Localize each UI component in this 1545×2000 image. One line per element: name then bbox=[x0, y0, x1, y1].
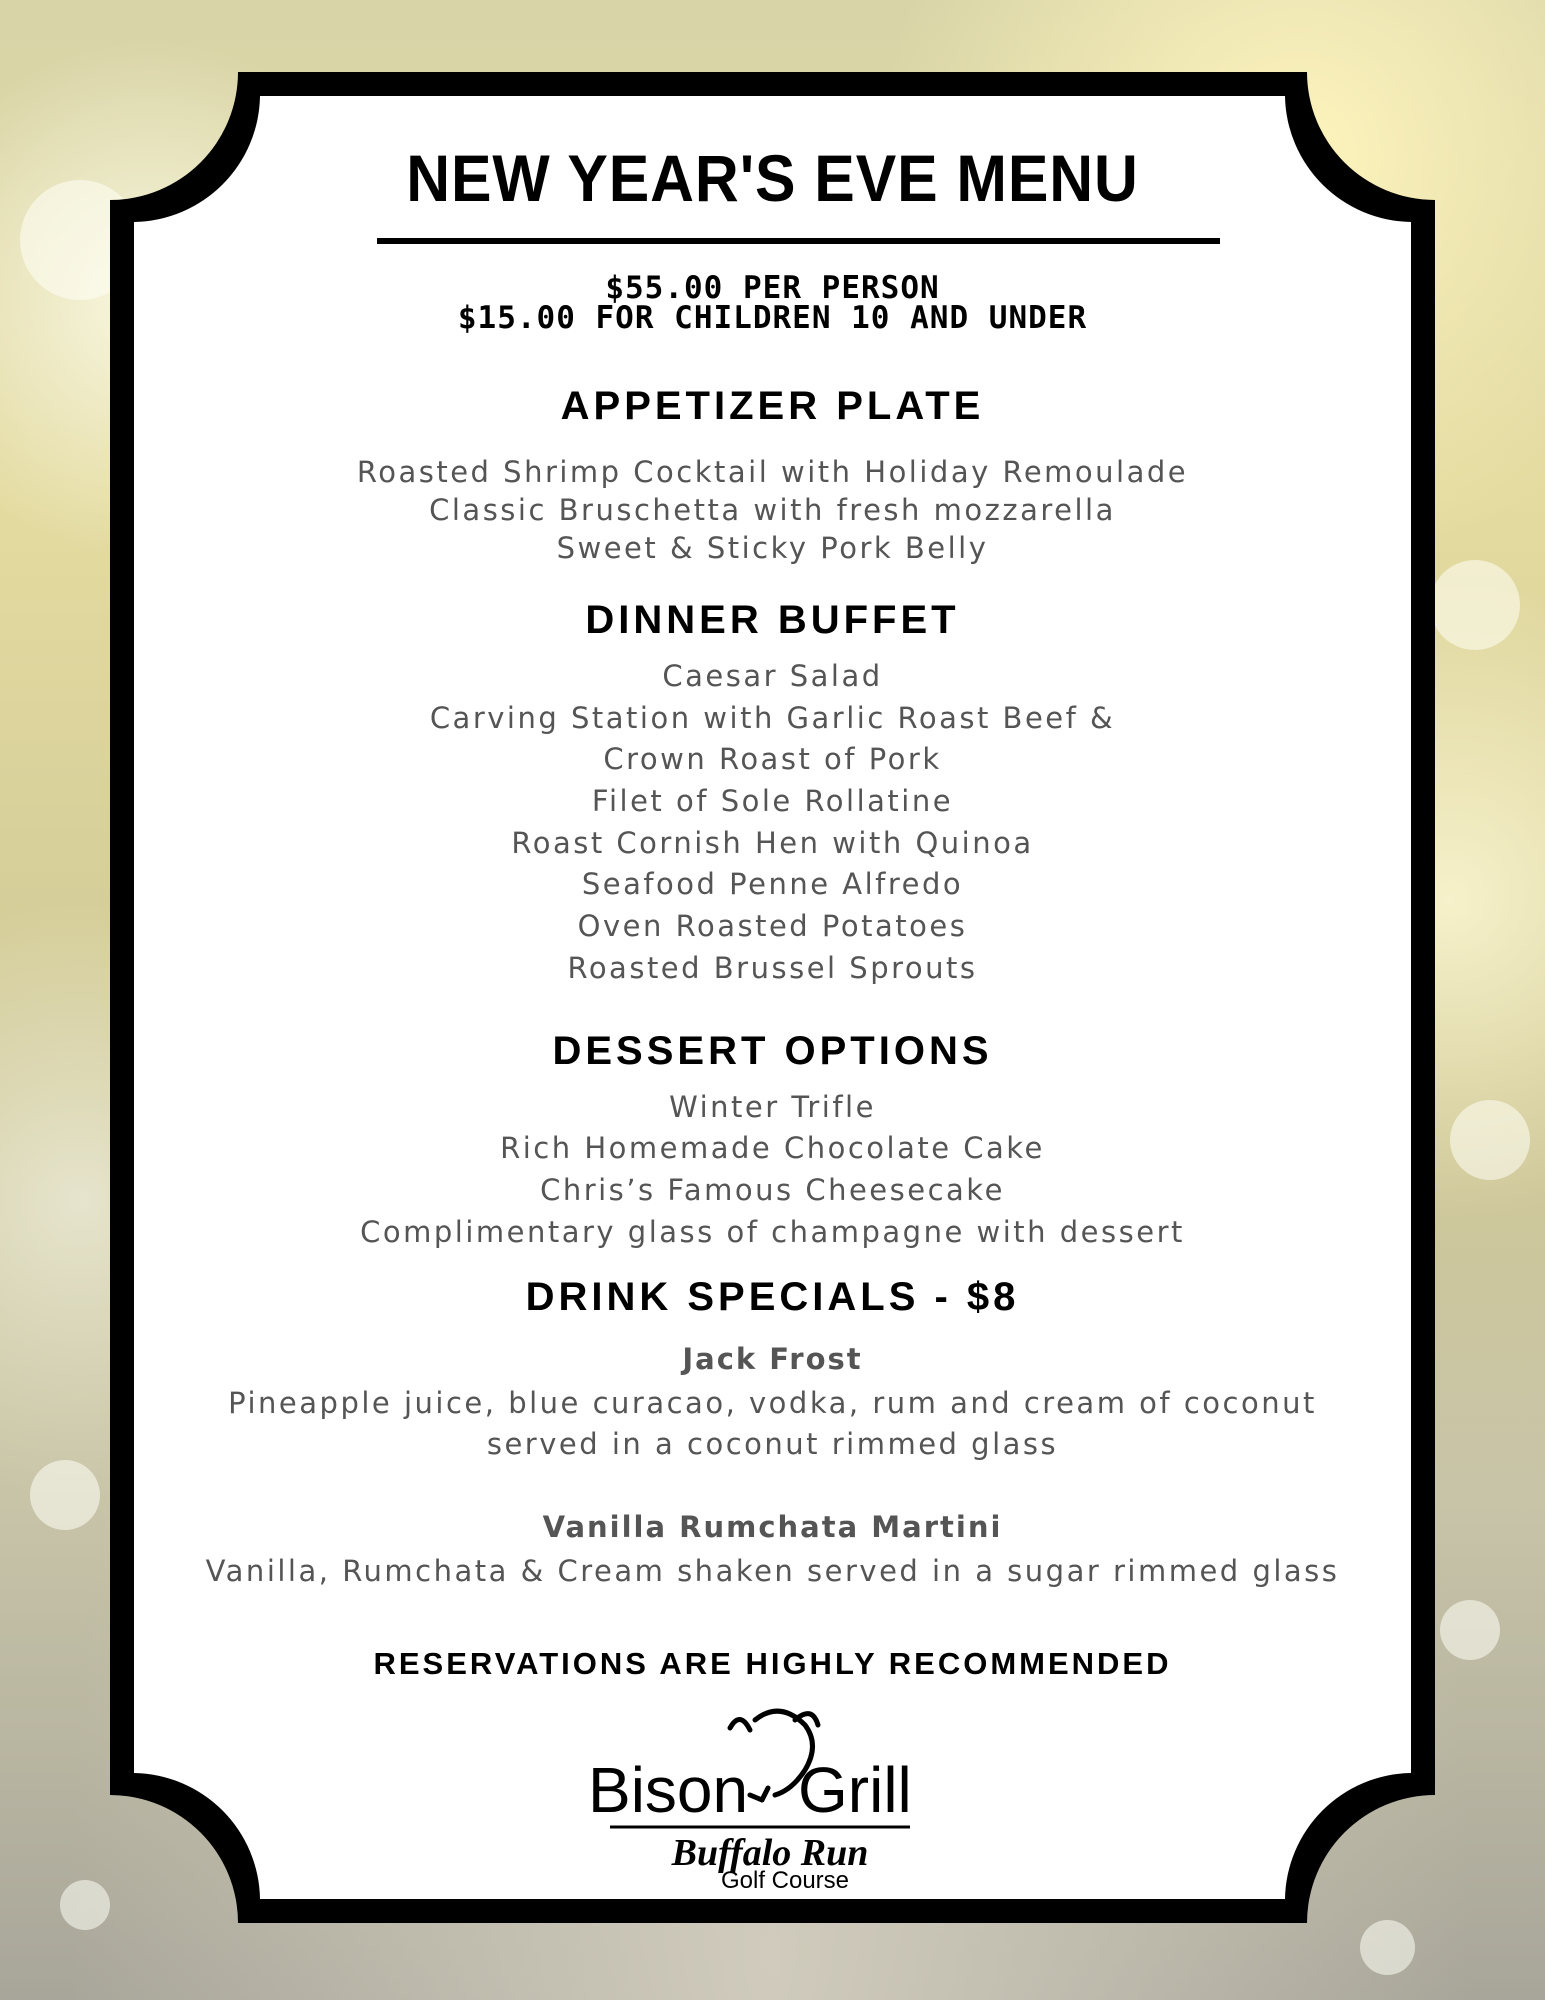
appetizer-item: Roasted Shrimp Cocktail with Holiday Remoulade bbox=[356, 455, 1189, 489]
logo-brand-right: Grill bbox=[798, 1754, 912, 1826]
drink-description: Pineapple juice, blue curacao, vodka, rum and cream of coconut bbox=[228, 1386, 1317, 1420]
dinner-item: Crown Roast of Pork bbox=[603, 742, 942, 776]
child-price: $15.00 FOR CHILDREN 10 AND UNDER bbox=[457, 300, 1088, 336]
dinner-item: Filet of Sole Rollatine bbox=[591, 784, 954, 818]
drink-name: Vanilla Rumchata Martini bbox=[542, 1510, 1003, 1544]
logo-subtext: Golf Course bbox=[720, 1867, 850, 1894]
dinner-item: Roast Cornish Hen with Quinoa bbox=[511, 826, 1034, 860]
dinner-item: Carving Station with Garlic Roast Beef & bbox=[429, 701, 1116, 735]
bison-grill-logo bbox=[580, 1700, 960, 1900]
dessert-heading: DESSERT OPTIONS bbox=[552, 1029, 993, 1073]
dinner-item: Oven Roasted Potatoes bbox=[577, 909, 968, 943]
title-divider bbox=[377, 238, 1220, 244]
logo-script-text: Buffalo Run bbox=[671, 1832, 869, 1874]
dinner-item: Roasted Brussel Sprouts bbox=[567, 951, 978, 985]
appetizer-heading: APPETIZER PLATE bbox=[560, 384, 985, 428]
appetizer-item: Sweet & Sticky Pork Belly bbox=[556, 531, 989, 565]
appetizer-item: Classic Bruschetta with fresh mozzarella bbox=[429, 493, 1116, 527]
adult-price: $55.00 PER PERSON bbox=[605, 270, 940, 306]
reservation-note: RESERVATIONS ARE HIGHLY RECOMMENDED bbox=[373, 1646, 1172, 1681]
dinner-item: Caesar Salad bbox=[662, 659, 883, 693]
dessert-item: Complimentary glass of champagne with dessert bbox=[360, 1215, 1185, 1249]
dessert-item: Winter Trifle bbox=[669, 1090, 876, 1124]
dinner-item: Seafood Penne Alfredo bbox=[581, 867, 964, 901]
menu-title: NEW YEAR'S EVE MENU bbox=[406, 141, 1139, 215]
menu-content bbox=[160, 0, 1385, 2000]
drink-description: served in a coconut rimmed glass bbox=[486, 1427, 1059, 1461]
dinner-heading: DINNER BUFFET bbox=[585, 598, 960, 642]
logo-brand-left: Bison bbox=[588, 1754, 749, 1826]
dessert-item: Rich Homemade Chocolate Cake bbox=[500, 1131, 1045, 1165]
drink-description: Vanilla, Rumchata & Cream shaken served in a sugar rimmed glass bbox=[205, 1554, 1340, 1588]
drink-name: Jack Frost bbox=[682, 1342, 863, 1376]
dessert-item: Chris’s Famous Cheesecake bbox=[540, 1173, 1005, 1207]
drinks-heading: DRINK SPECIALS - $8 bbox=[525, 1275, 1020, 1319]
